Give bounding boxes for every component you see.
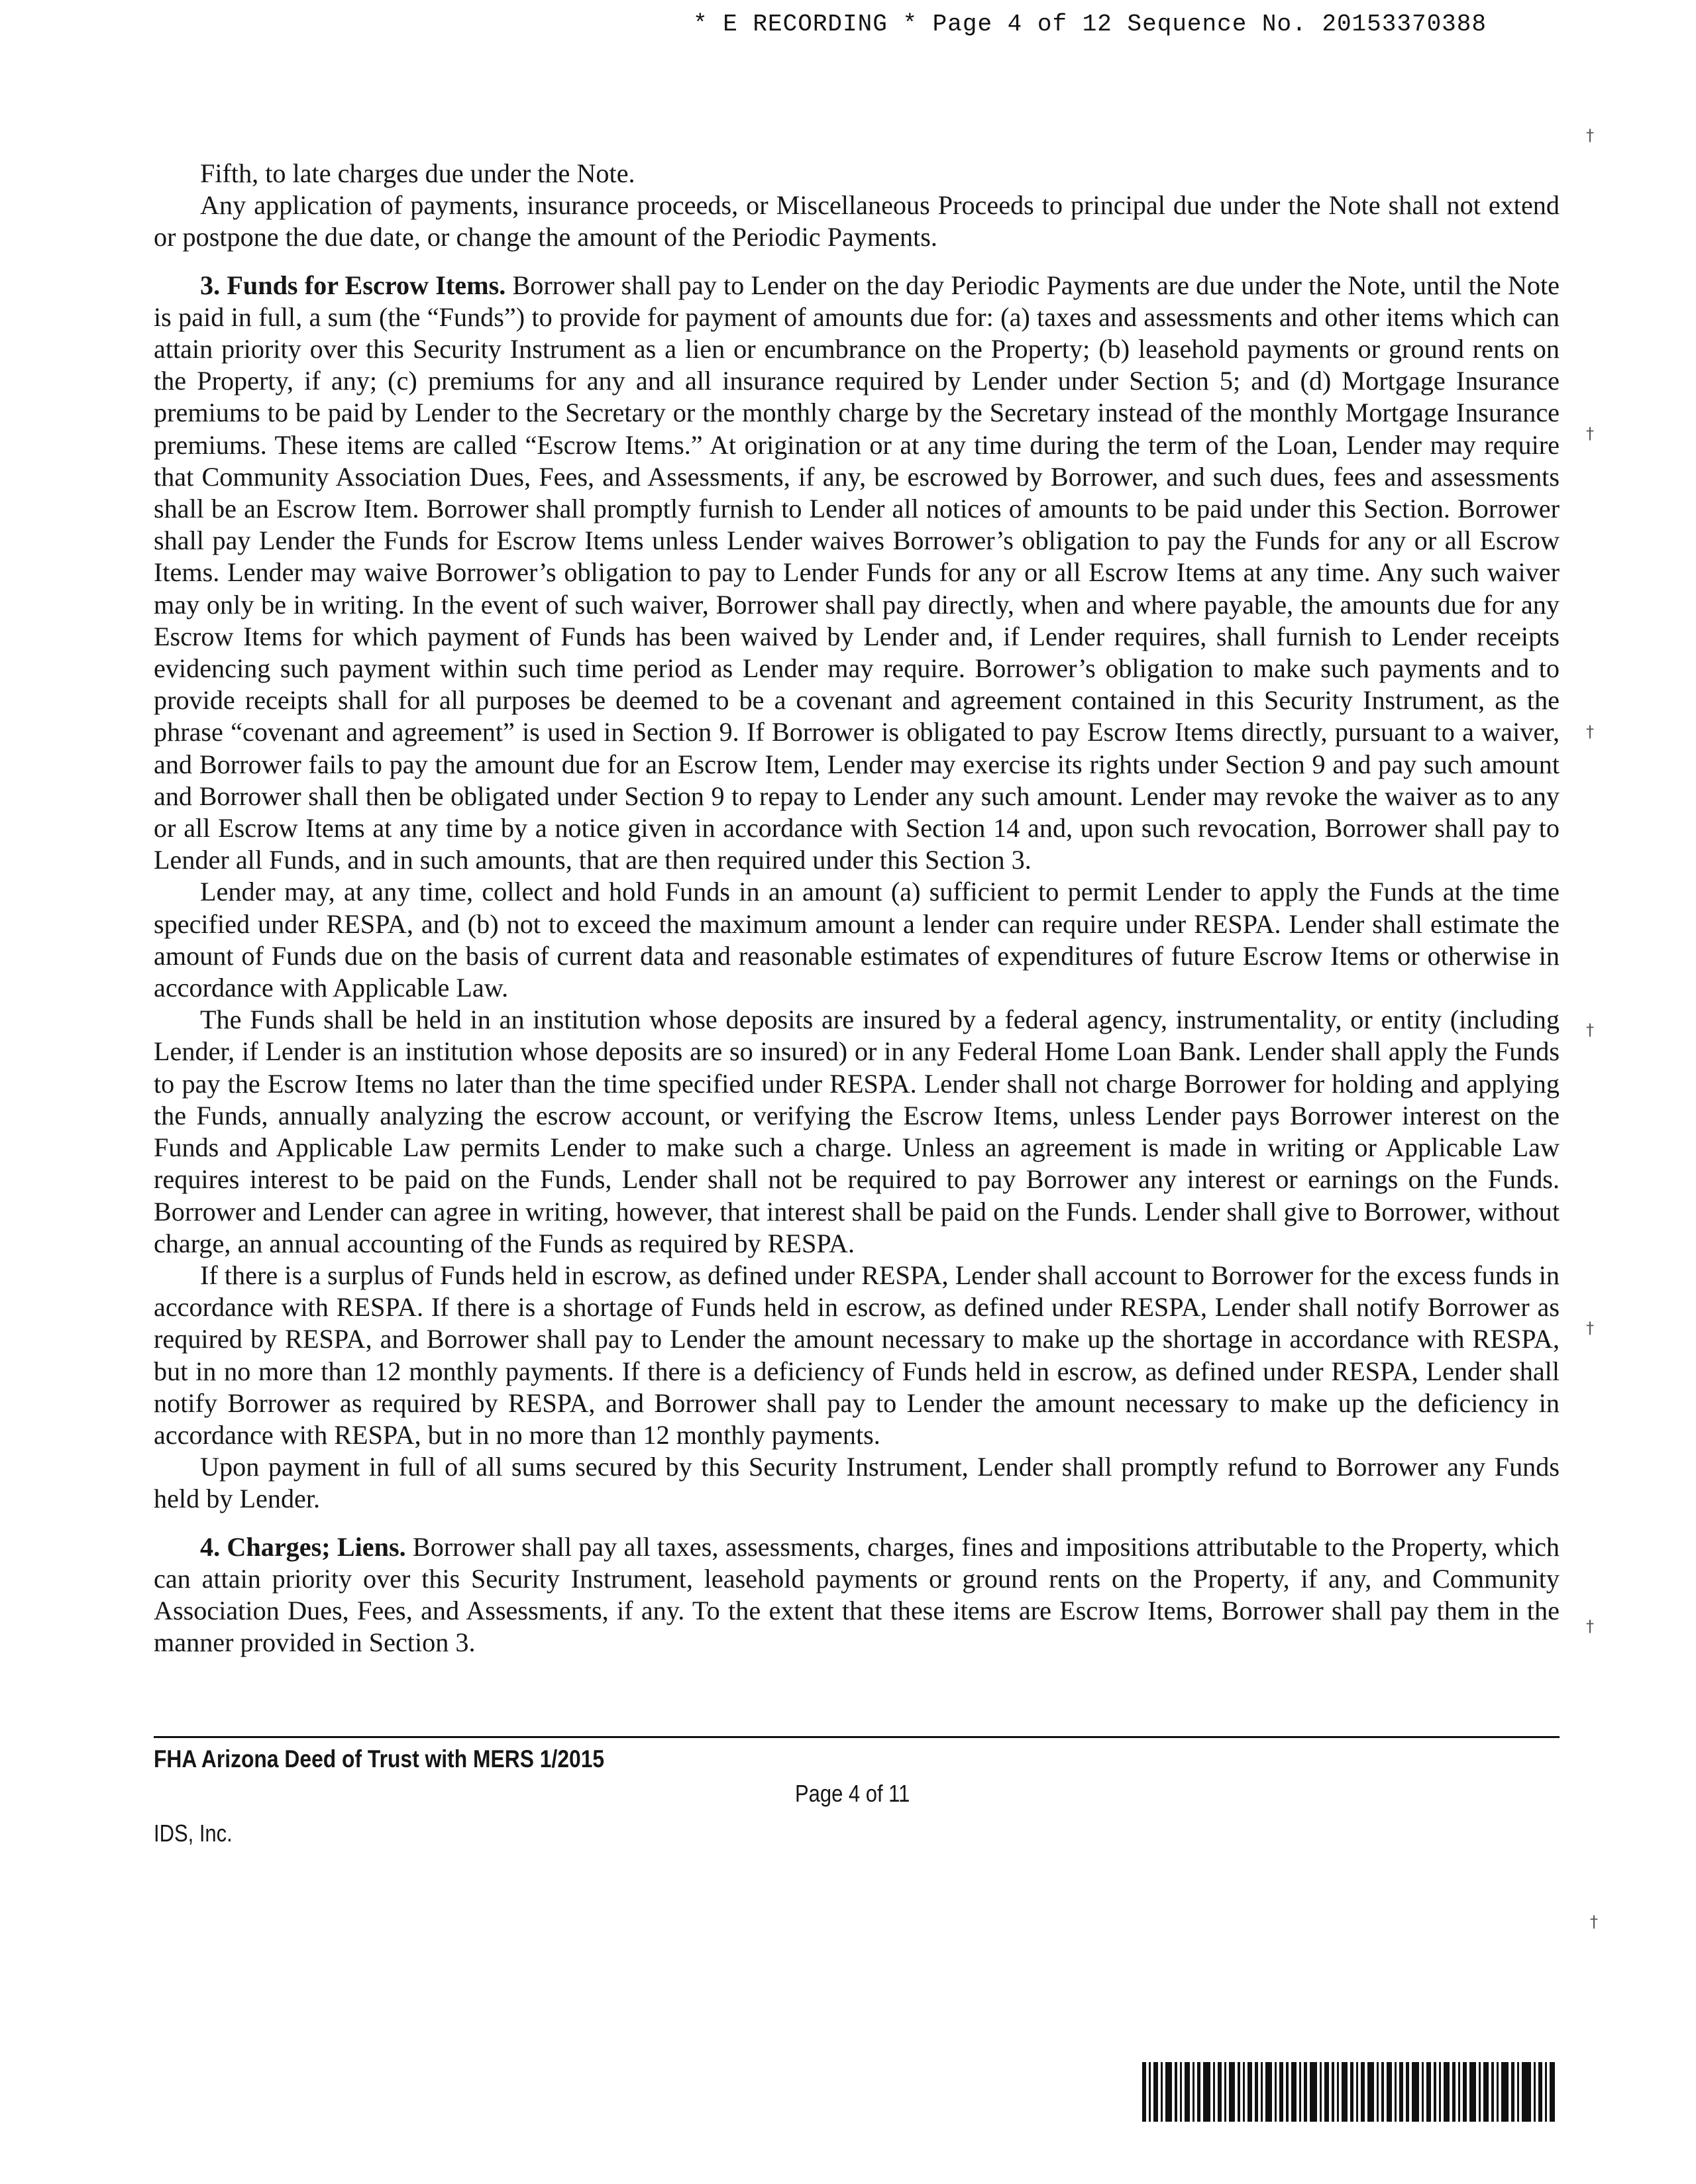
paragraph-lender-may-collect (154, 876, 1560, 1004)
paragraph-text: Borrower shall pay all taxes, assessments, charges, fines and impositions attributable to the Property, which can attain priority over this Security Instrument, leasehold payments or ground rents on the Property, if any, and Community Association Dues, Fees, and Assessments, if any. To the extent that these items are Escrow Items, Borrower shall pay them in the manner provided in Section 3. (154, 1531, 1560, 1658)
paragraph-funds-held (154, 1004, 1560, 1260)
footer-company: IDS, Inc. (154, 1820, 233, 1847)
paragraph-text: If there is a surplus of Funds held in escrow, as defined under RESPA, Lender shall account to Borrower for the excess funds in accordance with RESPA. If there is a shortage of Funds held in escrow, as defined under RESPA, Lender shall notify Borrower as required by RESPA, and Borrower shall pay to Lender the amount necessary to make up the shortage in accordance with RESPA, but in no more than 12 monthly payments. If there is a deficiency of Funds held in escrow, as defined under RESPA, Lender shall notify Borrower as required by RESPA, and Borrower shall pay to Lender the amount necessary to make up the deficiency in accordance with RESPA, but in no more than 12 monthly payments. (154, 1260, 1560, 1450)
document-body (154, 158, 1560, 1659)
footer-page-number: Page 4 of 11 (795, 1780, 910, 1807)
margin-mark: † (1586, 1020, 1594, 1039)
footer-form-title: FHA Arizona Deed of Trust with MERS 1/2015 (154, 1745, 605, 1773)
margin-mark: † (1590, 1912, 1598, 1931)
paragraph-text: Any application of payments, insurance proceeds, or Miscellaneous Proceeds to principal due under the Note shall not extend or postpone the due date, or change the amount of the Periodic Payments. (154, 190, 1560, 252)
margin-mark: † (1586, 126, 1594, 144)
section-3-funds-for-escrow (154, 270, 1560, 877)
barcode (1142, 2062, 1560, 2122)
margin-mark: † (1586, 1319, 1594, 1337)
footer-divider (154, 1736, 1560, 1738)
paragraph-text: The Funds shall be held in an institution whose deposits are insured by a federal agency, instrumentality, or entity (including Lender, if Lender is an institution whose deposits are so insured) or in any Federal Home Loan Bank. Lender shall apply the Funds to pay the Escrow Items no later than the time specified under RESPA. Lender shall not charge Borrower for holding and applying the Funds, annually analyzing the escrow account, or verifying the Escrow Items, unless Lender pays Borrower interest on the Funds and Applicable Law permits Lender to make such a charge. Unless an agreement is made in writing or Applicable Law requires interest to be paid on the Funds, Lender shall not be required to pay Borrower any interest or earnings on the Funds. Borrower and Lender can agree in writing, however, that interest shall be paid on the Funds. Lender shall give to Borrower, without charge, an annual accounting of the Funds as required by RESPA. (154, 1005, 1560, 1258)
paragraph-fifth-late-charges (154, 158, 1560, 190)
paragraph-text: Borrower shall pay to Lender on the day Periodic Payments are due under the Note, until the Note is paid in full, a sum (the “Funds”) to provide for payment of amounts due for: (a) taxes and assessments and other items which can attain priority over this Security Instrument as a lien or encumbrance on the Property; (b) leasehold payments or ground rents on the Property, if any; (c) premiums for any and all insurance required by Lender under Section 5; and (d) Mortgage Insurance premiums to be paid by Lender to the Secretary or the monthly charge by the Secretary instead of the monthly Mortgage Insurance premiums. These items are called “Escrow Items.” At origination or at any time during the term of the Loan, Lender may require that Community Association Dues, Fees, and Assessments, if any, be escrowed by Borrower, and such dues, fees and assessments shall be an Escrow Item. Borrower shall promptly furnish to Lender all notices of amounts to be paid under this Section. Borrower shall pay Lender the Funds for Escrow Items unless Lender waives Borrower’s obligation to pay the Funds for any or all Escrow Items. Lender may waive Borrower’s obligation to pay to Lender Funds for any or all Escrow Items at any time. Any such waiver may only be in writing. In the event of such waiver, Borrower shall pay directly, when and where payable, the amounts due for any Escrow Items for which payment of Funds has been waived by Lender and, if Lender requires, shall furnish to Lender receipts evidencing such payment within such time period as Lender may require. Borrower’s obligation to make such payments and to provide receipts shall for all purposes be deemed to be a covenant and agreement contained in this Security Instrument, as the phrase “covenant and agreement” is used in Section 9. If Borrower is obligated to pay Escrow Items directly, pursuant to a waiver, and Borrower fails to pay the amount due for an Escrow Item, Lender may exercise its rights under Section 9 and pay such amount and Borrower shall then be obligated under Section 9 to repay to Lender any such amount. Lender may revoke the waiver as to any or all Escrow Items at any time by a notice given in accordance with Section 14 and, upon such revocation, Borrower shall pay to Lender all Funds, and in such amounts, that are then required under this Section 3. (154, 270, 1560, 875)
margin-mark: † (1586, 1617, 1594, 1635)
margin-mark: † (1586, 424, 1594, 443)
paragraph-surplus (154, 1260, 1560, 1451)
paragraph-refund (154, 1451, 1560, 1515)
section-4-charges-liens (154, 1531, 1560, 1659)
paragraph-application-of-payments (154, 190, 1560, 253)
paragraph-text: Lender may, at any time, collect and hold Funds in an amount (a) sufficient to permit Lender to apply the Funds at the time specified under RESPA, and (b) not to exceed the maximum amount a lender can require under RESPA. Lender shall estimate the amount of Funds due on the basis of current data and reasonable estimates of expenditures of future Escrow Items or otherwise in accordance with Applicable Law. (154, 877, 1560, 1003)
section-4-heading: 4. Charges; Liens. (200, 1531, 406, 1562)
recording-header: * E RECORDING * Page 4 of 12 Sequence No. 20153370388 (693, 11, 1487, 38)
paragraph-text: Fifth, to late charges due under the Note. (200, 158, 635, 188)
margin-mark: † (1586, 722, 1594, 741)
paragraph-text: Upon payment in full of all sums secured by this Security Instrument, Lender shall promptly refund to Borrower any Funds held by Lender. (154, 1452, 1560, 1514)
section-3-heading: 3. Funds for Escrow Items. (200, 270, 506, 300)
